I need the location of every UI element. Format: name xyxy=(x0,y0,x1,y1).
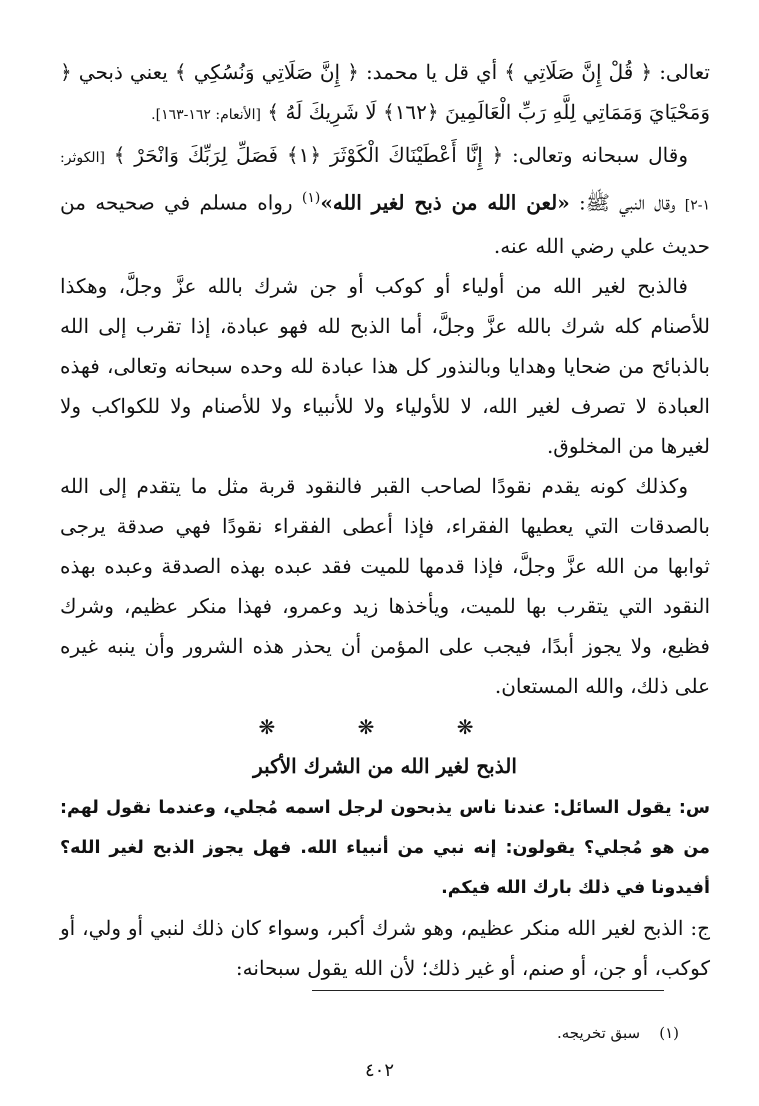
verse-anam-text: تعالى: ﴿ قُلْ إِنَّ صَلَاتِي ﴾ أي قل يا محمد: ﴿ إِنَّ صَلَاتِي وَنُسُكِي ﴾ يعني ذبحي ﴿ وَمَحْيَايَ وَمَمَاتِي لِلَّهِ رَبِّ الْعَالَمِينَ ﴿١٦٢﴾ لَا شَرِيكَ لَهُ ﴾ xyxy=(60,60,710,124)
verse-anam-reference: [الأنعام: ١٦٢-١٦٣]. xyxy=(151,107,262,123)
footnote-marker: (١) xyxy=(301,190,321,206)
footnote-divider xyxy=(312,990,664,991)
paragraph-verse-anam xyxy=(60,52,710,135)
footnote-number: (١) xyxy=(659,1024,679,1042)
hadith-text: «لعن الله من ذبح لغير الله» xyxy=(320,190,570,215)
hadith-intro: وقال النبي ﷺ: xyxy=(578,190,676,215)
hadith-source: رواه مسلم في صحيحه من حديث علي رضي الله عنه. xyxy=(60,190,710,258)
page-body xyxy=(60,52,710,988)
verse-kawthar-reference: [الكوثر: ١-٢] xyxy=(60,150,711,214)
footnote xyxy=(557,1022,679,1044)
paragraph-verse-kawthar xyxy=(60,135,710,266)
verse-kawthar-text: وقال سبحانه وتعالى: ﴿ إِنَّا أَعْطَيْنَاكَ الْكَوْثَرَ ﴿١﴾ فَصَلِّ لِرَبِّكَ وَانْحَرْ ﴾ xyxy=(113,143,688,167)
footnote-text: سبق تخريجه. xyxy=(556,1024,641,1042)
section-heading: الذبح لغير الله من الشرك الأكبر xyxy=(253,753,517,778)
paragraph-sacrifice-ruling: فالذبح لغير الله من أولياء أو كوكب أو جن شرك بالله عزَّ وجلَّ، وهكذا للأصنام كله شرك بالله عزَّ وجلَّ، أما الذبح لله فهو عبادة، إذا تقرب إلى الله بالذبائح من ضحايا وهدايا وبالنذور كل هذا عبادة لله وحده سبحانه وتعالى، فهذه العبادة لا تصرف لغير الله، لا للأولياء ولا للأنبياء ولا للأصنام ولا للكواكب ولا لغيرها من المخلوق. xyxy=(60,273,710,458)
section-separator: ❋ ❋ ❋ xyxy=(258,714,512,739)
page-number: ٤٠٢ xyxy=(364,1060,394,1081)
paragraph-money-offering: وكذلك كونه يقدم نقودًا لصاحب القبر فالنقود قربة مثل ما يتقدم إلى الله بالصدقات التي يعطيها الفقراء، فإذا أعطى الفقراء نقودًا فهي صدقة يرجى ثوابها من الله عزَّ وجلَّ، فإذا قدمها للميت فقد عبده بهذه الصدقة وعبده بهذه النقود التي يتقرب بها للميت، ويأخذها زيد وعمرو، فهذا منكر عظيم، وشرك فظيع، ولا يجوز أبدًا، فيجب على المؤمن أن يحذر هذه الشرور وأن ينبه غيره على ذلك، والله المستعان. xyxy=(60,473,710,698)
question-text: س: يقول السائل: عندنا ناس يذبحون لرجل اسمه مُجلي، وعندما نقول لهم: من هو مُجلي؟ يقولون: إنه نبي من أنبياء الله. فهل يجوز الذبح لغير الله؟ أفيدونا في ذلك بارك الله فيكم. xyxy=(60,797,710,898)
answer-text: ج: الذبح لغير الله منكر عظيم، وهو شرك أكبر، وسواء كان ذلك لنبي أو ولي، أو كوكب، أو جن، أو صنم، أو غير ذلك؛ لأن الله يقول سبحانه: xyxy=(60,915,710,980)
